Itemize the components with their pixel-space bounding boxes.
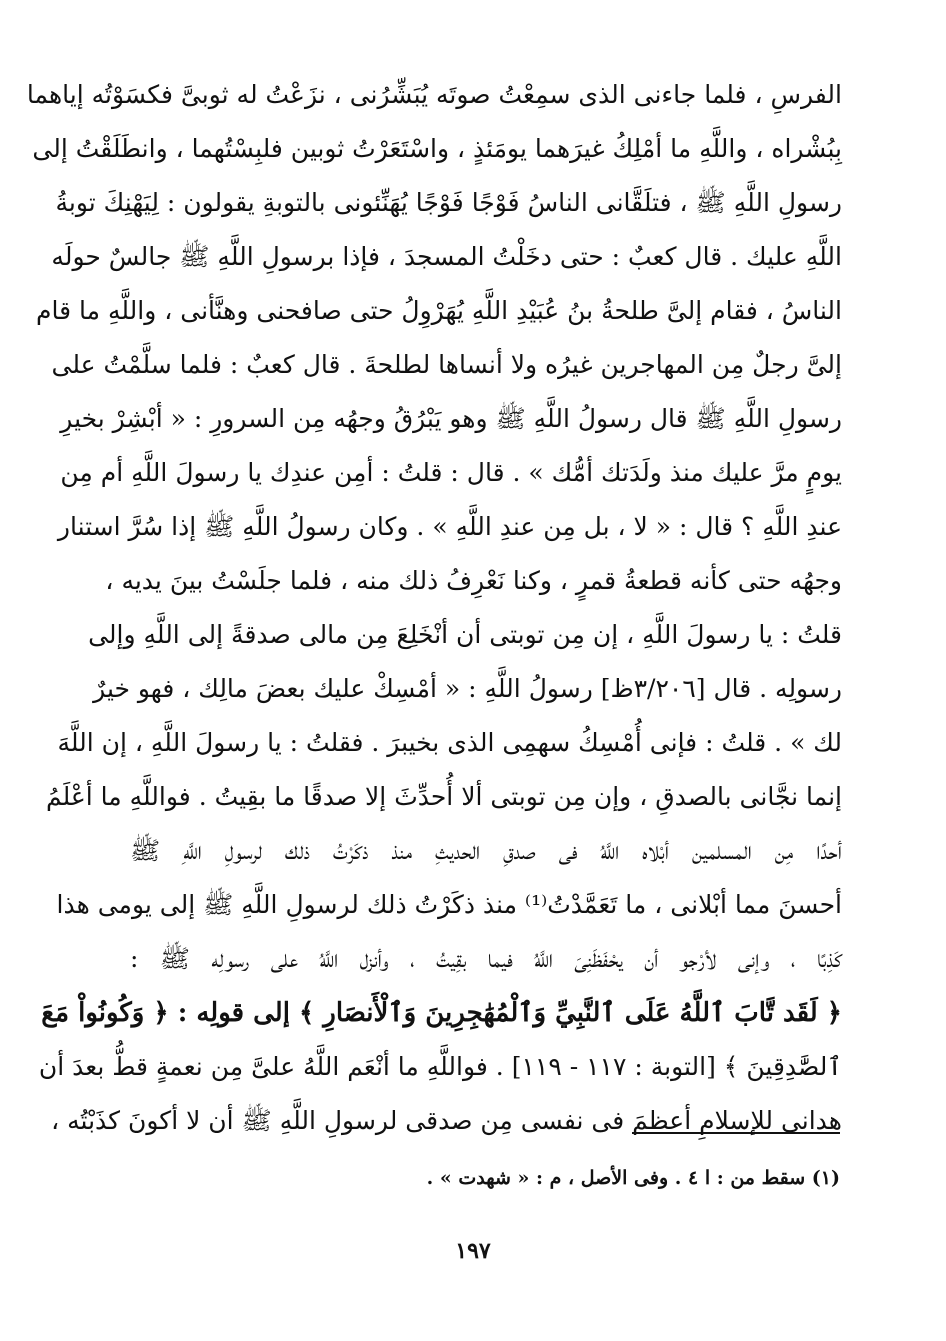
- text-line: وجهُه حتى كأنه قطعةُ قمرٍ ، وكنا نَعْرِفُ ذلك منه ، فلما جلَسْتُ بينَ يديه ،: [105, 566, 842, 595]
- text-line: عندِ اللَّهِ ؟ قال : « لا ، بل مِن عندِ اللَّهِ » . وكان رسولُ اللَّهِ ﷺ إذا سُرَّ استنار: [57, 512, 842, 541]
- text-line: إنما نجَّانى بالصدقِ ، وإن مِن توبتى ألا أُحدِّثَ إلا صدقًا ما بقِيتُ . فواللَّهِ ما أعْلَمُ: [45, 782, 842, 811]
- footnote-divider: [632, 1132, 840, 1134]
- footnote: (١) سقط من : ا ٤ . وفى الأصل ، م : « شهدت » .: [426, 1167, 840, 1189]
- text-line: كَذِبًا ، وإنى لأرْجو أن يحْفَظَنِىَ اللَّهُ فيما بقِيتُ ، وأنزل اللَّهُ على رسولِه ﷺ :: [130, 944, 842, 973]
- text-line: رسولِ اللَّهِ ﷺ ، فتلَقَّانى الناسُ فَوْجًا فَوْجًا يُهَنِّئونى بالتوبةِ يقولون : لِيَهْنِكَ توبةُ: [55, 188, 842, 217]
- text-line: رسولِه . قال [٣/٢٠٦ظ] رسولُ اللَّهِ : « أمْسِكْ عليك بعضَ مالِك ، فهو خيرٌ: [93, 674, 842, 703]
- text-line: أحدًا مِن المسلمين أبْلاه اللَّهُ فى صدقِ الحديثِ منذ ذكَرْتُ ذلك لرسولِ اللَّهِ ﷺ: [130, 836, 842, 865]
- text-line: بِبُشْراه ، واللَّهِ ما أمْلِكُ غيرَهما يومَئذٍ ، واسْتَعَرْتُ ثوبين فلبِسْتُهما ، وانطَلَقْتُ إلى: [32, 134, 842, 163]
- text-line: الناسُ ، فقام إلىَّ طلحةُ بنُ عُبَيْدِ اللَّهِ يُهَرْوِلُ حتى صافحنى وهنَّأنى ، واللَّهِ ما قام: [36, 296, 842, 325]
- body-text: [26, 68, 842, 1148]
- page-number: ١٩٧: [455, 1238, 491, 1264]
- text-line: يومٍ مرَّ عليك منذ ولَدَتك أمُّك » . قال : قلتُ : أمِن عندِك يا رسولَ اللَّهِ أم مِن: [60, 458, 842, 487]
- text-line: قلتُ : يا رسولَ اللَّهِ ، إن مِن توبتى أن أنْخَلِعَ مِن مالى صدقةً إلى اللَّهِ وإلى: [88, 620, 842, 649]
- text-line: أحسنَ مما أبْلانى ، ما تَعَمَّدْتُ⁽¹⁾ منذ ذكَرْتُ ذلك لرسولِ اللَّهِ ﷺ إلى يومى هذا: [56, 890, 842, 919]
- text-line: رسولِ اللَّهِ ﷺ قال رسولُ اللَّهِ ﷺ وهو يَبْرُقُ وجهُه مِن السرورِ : « أبْشِرْ بخيرِ: [60, 404, 842, 433]
- text-line: الفرسِ ، فلما جاءنى الذى سمِعْتُ صوتَه يُبَشِّرُنى ، نزَعْتُ له ثوبىَّ فكسَوْتُه إياهما: [26, 80, 842, 109]
- quran-verse-line: ﴿ لَقَد تَّابَ ٱللَّهُ عَلَى ٱلنَّبِيِّ وَٱلْمُهَٰجِرِينَ وَٱلْأَنصَارِ ﴾ إلى قولِه : ﴿ وَكُونُواْ مَعَ: [41, 998, 842, 1028]
- text-line: إلىَّ رجلٌ مِن المهاجرين غيرُه ولا أنساها لطلحةَ . قال كعبٌ : فلما سلَّمْتُ على: [51, 350, 842, 379]
- text-line: هدانى للإسلامِ أعظمَ فى نفسى مِن صدقى لرسولِ اللَّهِ ﷺ أن لا أكونَ كذَبْتُه ،: [51, 1106, 842, 1135]
- text-line: ٱلصَّٰدِقِينَ ﴾ [التوبة : ١١٧ - ١١٩] . فواللَّهِ ما أنْعَم اللَّهُ علىَّ مِن نعمةٍ قطُّ بعدَ أن: [38, 1052, 842, 1081]
- text-line: لك » . قلتُ : فإنى أُمْسِكُ سهمِى الذى بخيبرَ . فقلتُ : يا رسولَ اللَّهِ ، إن اللَّهَ: [57, 728, 842, 757]
- text-line: اللَّهِ عليك . قال كعبٌ : حتى دخَلْتُ المسجدَ ، فإذا برسولِ اللَّهِ ﷺ جالسٌ حولَه: [51, 242, 842, 271]
